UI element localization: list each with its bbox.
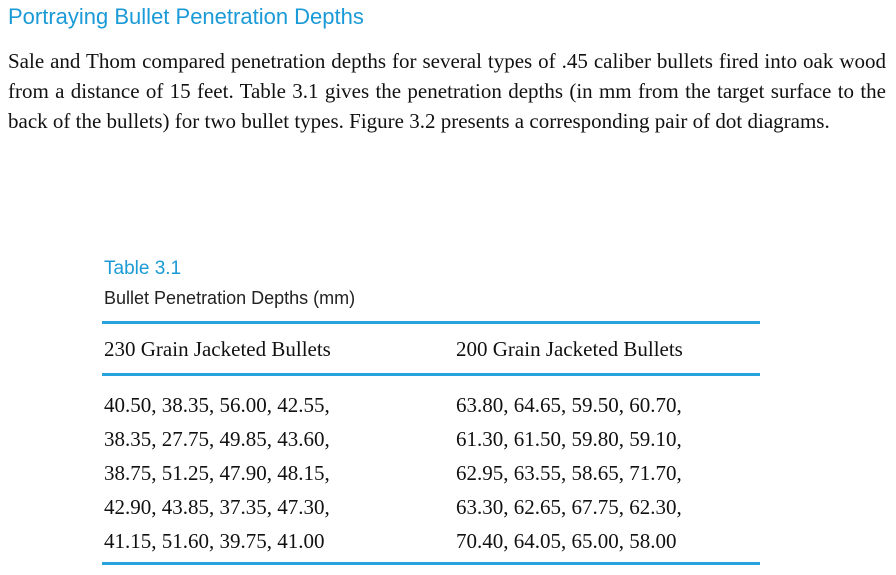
- table-top-rule: [102, 321, 760, 324]
- data-line: 38.75, 51.25, 47.90, 48.15,: [104, 461, 330, 485]
- data-line: 40.50, 38.35, 56.00, 42.55,: [104, 393, 330, 417]
- table-bottom-rule: [102, 562, 760, 565]
- data-line: 63.30, 62.65, 67.75, 62.30,: [456, 495, 682, 519]
- table-header-rule: [102, 373, 760, 376]
- data-line: 62.95, 63.55, 58.65, 71.70,: [456, 461, 682, 485]
- data-line: 42.90, 43.85, 37.35, 47.30,: [104, 495, 330, 519]
- intro-paragraph: Sale and Thom compared penetration depths for several types of .45 caliber bullets fired into oak wood from a distance of 15 feet. Table 3.1 gives the penetration depths (in mm from the target surface to the back of the bullets) for two bullet types. Figure 3.2 presents a corresponding pair of dot diagrams.: [8, 49, 886, 133]
- column-header-230-grain: 230 Grain Jacketed Bullets: [104, 337, 331, 361]
- column-values-200-grain: [456, 388, 682, 558]
- data-line: 70.40, 64.05, 65.00, 58.00: [456, 529, 677, 553]
- data-line: 63.80, 64.65, 59.50, 60.70,: [456, 393, 682, 417]
- column-values-230-grain: [104, 388, 330, 558]
- column-header-200-grain: 200 Grain Jacketed Bullets: [456, 337, 683, 361]
- table-caption-label: Table 3.1: [104, 258, 182, 279]
- section-heading: Portraying Bullet Penetration Depths: [8, 4, 364, 29]
- table-caption-title: Bullet Penetration Depths (mm): [104, 288, 356, 308]
- data-line: 61.30, 61.50, 59.80, 59.10,: [456, 427, 682, 451]
- data-line: 38.35, 27.75, 49.85, 43.60,: [104, 427, 330, 451]
- data-line: 41.15, 51.60, 39.75, 41.00: [104, 529, 325, 553]
